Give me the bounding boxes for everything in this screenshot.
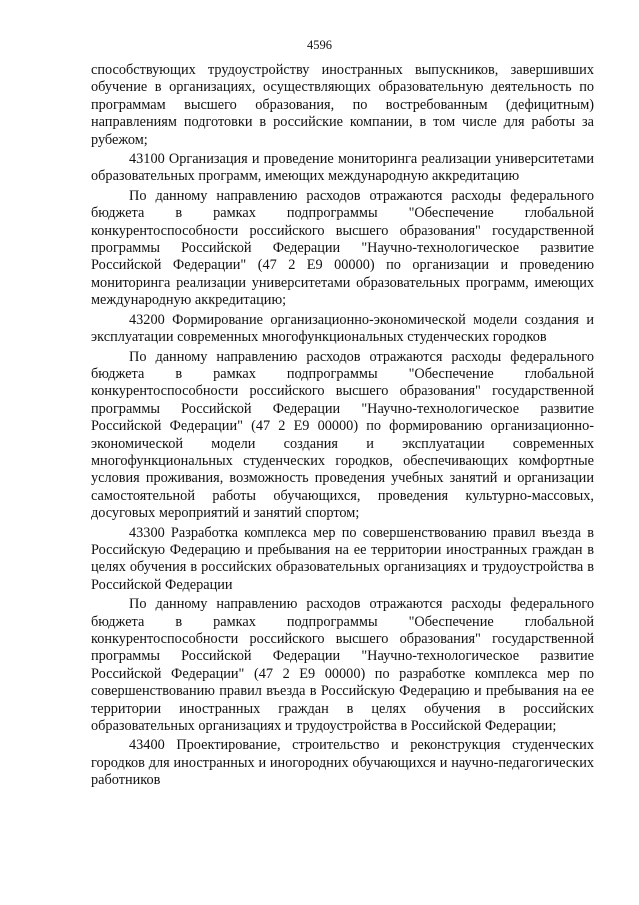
page-number: 4596 [307, 38, 332, 52]
paragraph-continuation: способствующих трудоустройству иностранных выпускников, завершивших обучение в организациях, осуществляющих образовательную деятельность по программам высшего образования, по востребованным (дефицитным) направлениям подготовки в российские компании, в том числе для работы за рубежом; [91, 62, 594, 148]
section-heading-43200: 43200 Формирование организационно-экономической модели создания и эксплуатации современных многофункциональных студенческих городков [91, 311, 594, 346]
paragraph-43300-description: По данному направлению расходов отражаются расходы федерального бюджета в рамках подпрограммы "Обеспечение глобальной конкурентоспособности российского высшего образования" государственной программы Российской Федерации "Научно-технологическое развитие Российской Федерации" (47 2 Е9 00000) по разработке комплекса мер по совершенствованию правил въезда в Российскую Федерацию и пребывания на ее территории иностранных граждан в целях обучения в российских образовательных организациях и трудоустройства в Российской Федерации; [91, 596, 594, 735]
section-heading-43300: 43300 Разработка комплекса мер по совершенствованию правил въезда в Российскую Федерацию и пребывания на ее территории иностранных граждан в целях обучения в российских образовательных организациях и трудоустройства в Российской Федерации [91, 524, 594, 593]
section-heading-43400: 43400 Проектирование, строительство и реконструкция студенческих городков для иностранных и иногородних обучающихся и научно-педагогических работников [91, 737, 594, 789]
section-heading-43100: 43100 Организация и проведение мониторинга реализации университетами образовательных программ, имеющих международную аккредитацию [91, 151, 594, 185]
paragraph-43100-description: По данному направлению расходов отражаются расходы федерального бюджета в рамках подпрограммы "Обеспечение глобальной конкурентоспособности российского высшего образования" государственной программы Российской Федерации "Научно-технологическое развитие Российской Федерации" (47 2 Е9 00000) по организации и проведению мониторинга реализации университетами образовательных программ, имеющих международную аккредитацию; [91, 187, 594, 309]
document-body [91, 62, 594, 790]
paragraph-43200-description: По данному направлению расходов отражаются расходы федерального бюджета в рамках подпрограммы "Обеспечение глобальной конкурентоспособности российского высшего образования" государственной программы Российской Федерации "Научно-технологическое развитие Российской Федерации" (47 2 Е9 00000) по формированию организационно-экономической модели создания и эксплуатации современных многофункциональных студенческих городков, обеспечивающих комфортные условия проживания, возможность проведения учебных занятий и организации самостоятельной работы обучающихся, проведения культурно-массовых, досуговых мероприятий и занятий спортом; [91, 348, 594, 522]
